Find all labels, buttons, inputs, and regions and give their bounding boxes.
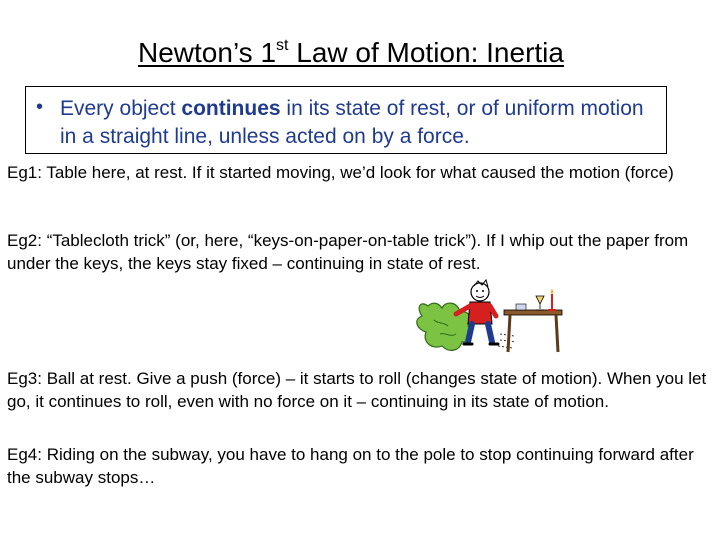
goblet (536, 296, 544, 310)
tablecloth-trick-illustration (398, 276, 568, 360)
example-2: Eg2: “Tablecloth trick” (or, here, “keys-on-paper-on-table trick”). If I whip out the paper from under the keys, the keys stay fixed – continuing in state of rest. (7, 231, 689, 273)
bullet-dot-icon: • (36, 96, 44, 118)
slide-title (0, 36, 702, 70)
example-1: Eg1: Table here, at rest. If it started moving, we’d look for what caused the motion (force) (7, 163, 674, 182)
definition-bullet: Every object continues in its state of rest, or of uniform motion in a straight line, unless acted on by a force. (60, 97, 644, 148)
candle (548, 294, 556, 310)
title-text: Newton’s 1st Law of Motion: Inertia (138, 37, 564, 68)
definition-box (25, 86, 667, 154)
example-4: Eg4: Riding on the subway, you have to hang on to the pole to stop continuing forward after the subway stops… (7, 445, 694, 487)
example-3: Eg3: Ball at rest. Give a push (force) – it starts to roll (changes state of motion). When you let go, it continues to roll, even with no force on it – continuing in its state of motion. (7, 369, 707, 411)
